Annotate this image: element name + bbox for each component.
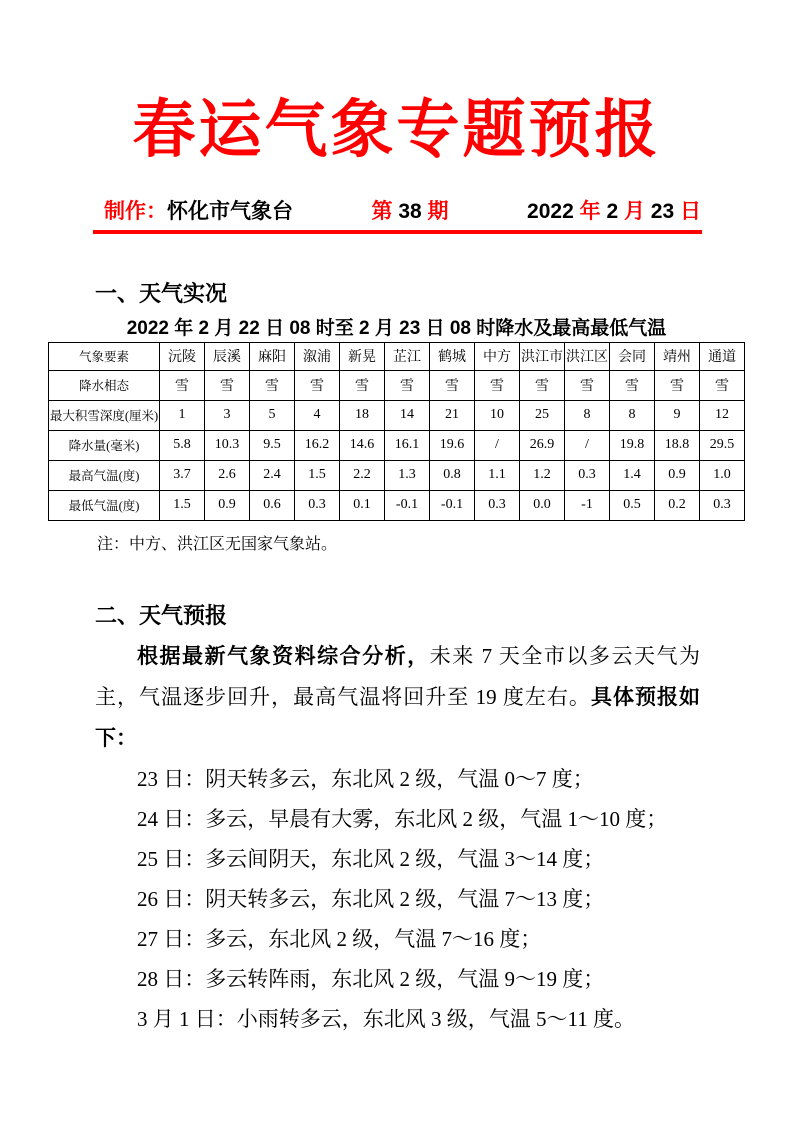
data-cell: 雪 xyxy=(160,370,205,400)
header-cell-station: 溆浦 xyxy=(295,342,340,370)
intro-bold-tail: 具体预报如下： xyxy=(95,685,701,750)
data-cell: 0.1 xyxy=(340,490,385,520)
date-year-unit: 年 xyxy=(579,199,601,223)
data-cell: 18 xyxy=(340,400,385,430)
table-row xyxy=(49,370,745,400)
data-cell: 2.6 xyxy=(205,460,250,490)
data-cell: 雪 xyxy=(430,370,475,400)
intro-bold-lead: 根据最新气象资料综合分析， xyxy=(137,644,430,668)
header-cell-station: 通道 xyxy=(700,342,745,370)
header-cell-station: 新晃 xyxy=(340,342,385,370)
data-cell: 1.3 xyxy=(385,460,430,490)
data-cell: 雪 xyxy=(565,370,610,400)
data-cell: 雪 xyxy=(655,370,700,400)
section1-heading: 一、天气实况 xyxy=(95,280,228,306)
data-cell: 14.6 xyxy=(340,430,385,460)
data-cell: 雪 xyxy=(610,370,655,400)
weather-table-title: 2022 年 2 月 22 日 08 时至 2 月 23 日 08 时降水及最高最低气温 xyxy=(126,317,667,339)
forecast-item: 28 日：多云转阵雨，东北风 2 级，气温 9～19 度； xyxy=(137,966,605,991)
forecast-item: 23 日：阴天转多云，东北风 2 级，气温 0～7 度； xyxy=(137,766,594,791)
data-cell: 2.2 xyxy=(340,460,385,490)
header-cell-station: 鹤城 xyxy=(430,342,475,370)
data-cell: 0.5 xyxy=(610,490,655,520)
data-cell: 0.3 xyxy=(475,490,520,520)
data-cell: 18.8 xyxy=(655,430,700,460)
date-day-unit: 日 xyxy=(680,199,701,223)
data-cell: 19.8 xyxy=(610,430,655,460)
data-cell: / xyxy=(475,430,520,460)
row-label: 降水相态 xyxy=(49,370,160,400)
forecast-item: 3 月 1 日：小雨转多云，东北风 3 级，气温 5～11 度。 xyxy=(137,1006,635,1031)
data-cell: 1 xyxy=(160,400,205,430)
weather-table-header-row xyxy=(49,342,745,370)
data-cell: 雪 xyxy=(475,370,520,400)
data-cell: 25 xyxy=(520,400,565,430)
red-divider xyxy=(93,230,702,234)
data-cell: 0.3 xyxy=(295,490,340,520)
data-cell: 3 xyxy=(205,400,250,430)
data-cell: 0.9 xyxy=(655,460,700,490)
header-cell-station: 会同 xyxy=(610,342,655,370)
data-cell: 9 xyxy=(655,400,700,430)
data-cell: 26.9 xyxy=(520,430,565,460)
date-month-unit: 月 xyxy=(623,199,645,223)
date-day: 23 xyxy=(644,199,680,223)
data-cell: -0.1 xyxy=(385,490,430,520)
data-cell: 19.6 xyxy=(430,430,475,460)
data-cell: 14 xyxy=(385,400,430,430)
data-cell: 10.3 xyxy=(205,430,250,460)
issue-value: 38 xyxy=(398,199,422,223)
data-cell: 0.3 xyxy=(565,460,610,490)
data-cell: 29.5 xyxy=(700,430,745,460)
data-cell: 10 xyxy=(475,400,520,430)
data-cell: 0.3 xyxy=(700,490,745,520)
producer-label: 制作： xyxy=(104,199,167,223)
data-cell: 5 xyxy=(250,400,295,430)
data-cell: 0.6 xyxy=(250,490,295,520)
data-cell: 12 xyxy=(700,400,745,430)
data-cell: 1.5 xyxy=(295,460,340,490)
header-cell-station: 麻阳 xyxy=(250,342,295,370)
data-cell: 16.2 xyxy=(295,430,340,460)
data-cell: 1.5 xyxy=(160,490,205,520)
document-title: 春运气象专题预报 xyxy=(132,95,661,165)
producer-name: 怀化市气象台 xyxy=(167,199,293,223)
header-cell-station: 沅陵 xyxy=(160,342,205,370)
forecast-item: 25 日：多云间阴天，东北风 2 级，气温 3～14 度； xyxy=(137,846,605,871)
issue-prefix: 第 xyxy=(371,199,399,223)
forecast-intro xyxy=(95,636,700,759)
issue-number xyxy=(372,199,449,224)
table-row xyxy=(49,490,745,520)
intro-regular: 未来 7 天全市以多云天气为主，气温逐步回升，最高气温将回升至 19 度左右。 xyxy=(95,643,701,709)
table-note: 注：中方、洪江区无国家气象站。 xyxy=(97,535,338,553)
weather-table-body xyxy=(49,370,745,520)
table-row xyxy=(49,460,745,490)
date-year: 2022 xyxy=(527,199,580,223)
data-cell: 1.1 xyxy=(475,460,520,490)
header-cell-metric: 气象要素 xyxy=(49,342,160,370)
row-label: 最低气温(度) xyxy=(49,490,160,520)
header-cell-station: 洪江市 xyxy=(520,342,565,370)
row-label: 降水量(毫米) xyxy=(49,430,160,460)
data-cell: 0.0 xyxy=(520,490,565,520)
table-row xyxy=(49,400,745,430)
data-cell: 5.8 xyxy=(160,430,205,460)
data-cell: 雪 xyxy=(385,370,430,400)
data-cell: 21 xyxy=(430,400,475,430)
section2-heading: 二、天气预报 xyxy=(95,602,228,628)
data-cell: 16.1 xyxy=(385,430,430,460)
data-cell: 1.2 xyxy=(520,460,565,490)
data-cell: 0.2 xyxy=(655,490,700,520)
header-cell-station: 洪江区 xyxy=(565,342,610,370)
data-cell: 8 xyxy=(565,400,610,430)
data-cell: 3.7 xyxy=(160,460,205,490)
data-cell: 雪 xyxy=(520,370,565,400)
forecast-item: 27 日：多云，东北风 2 级，气温 7～16 度； xyxy=(137,926,542,951)
data-cell: 1.4 xyxy=(610,460,655,490)
table-row xyxy=(49,430,745,460)
forecast-item: 26 日：阴天转多云，东北风 2 级，气温 7～13 度； xyxy=(137,886,605,911)
date-month: 2 xyxy=(600,199,624,223)
data-cell: 2.4 xyxy=(250,460,295,490)
data-cell: 1.0 xyxy=(700,460,745,490)
data-cell: 雪 xyxy=(205,370,250,400)
data-cell: 0.9 xyxy=(205,490,250,520)
row-label: 最大积雪深度(厘米) xyxy=(49,400,160,430)
issue-date xyxy=(527,199,701,224)
row-label: 最高气温(度) xyxy=(49,460,160,490)
header-cell-station: 靖州 xyxy=(655,342,700,370)
data-cell: -0.1 xyxy=(430,490,475,520)
header-cell-station: 辰溪 xyxy=(205,342,250,370)
header-cell-station: 中方 xyxy=(475,342,520,370)
forecast-item: 24 日：多云，早晨有大雾，东北风 2 级，气温 1～10 度； xyxy=(137,806,668,831)
data-cell: 4 xyxy=(295,400,340,430)
producer xyxy=(104,199,293,224)
data-cell: / xyxy=(565,430,610,460)
forecast-list xyxy=(95,759,700,1039)
data-cell: 8 xyxy=(610,400,655,430)
data-cell: -1 xyxy=(565,490,610,520)
issue-suffix: 期 xyxy=(421,199,449,223)
masthead xyxy=(104,199,701,224)
data-cell: 雪 xyxy=(250,370,295,400)
data-cell: 0.8 xyxy=(430,460,475,490)
data-cell: 9.5 xyxy=(250,430,295,460)
data-cell: 雪 xyxy=(340,370,385,400)
header-cell-station: 芷江 xyxy=(385,342,430,370)
data-cell: 雪 xyxy=(295,370,340,400)
data-cell: 雪 xyxy=(700,370,745,400)
weather-table xyxy=(48,342,745,521)
